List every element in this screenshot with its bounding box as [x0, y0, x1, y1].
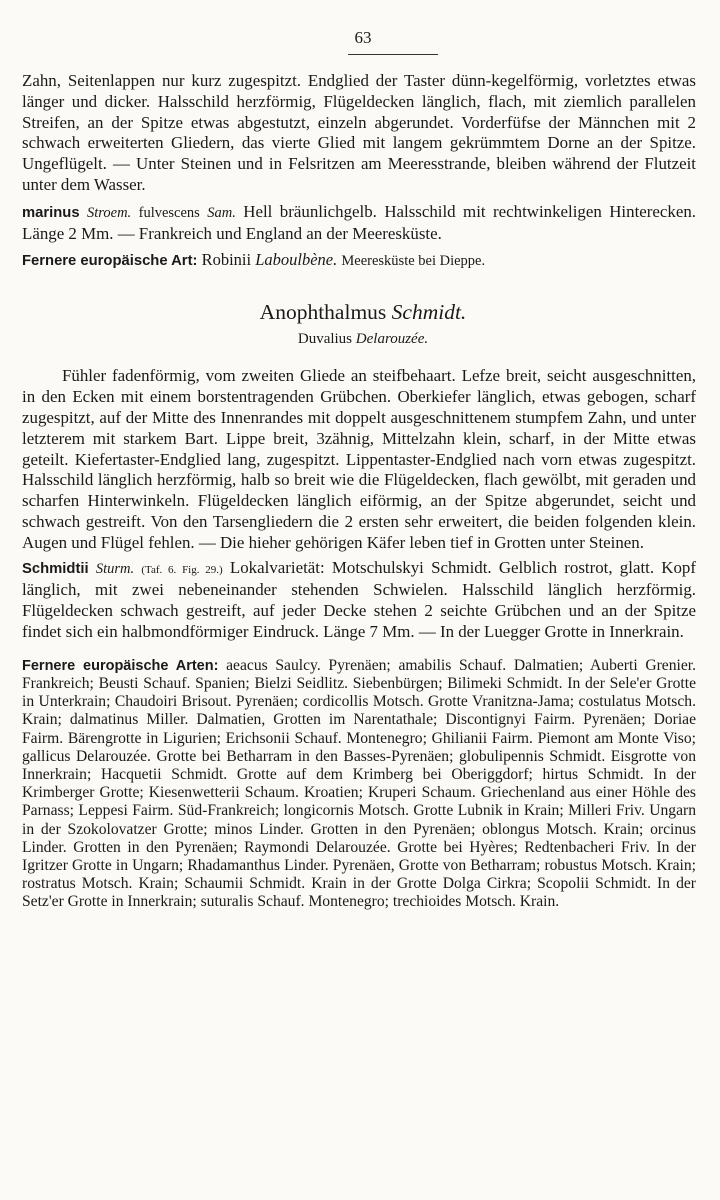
species-schmidtii — [22, 558, 696, 643]
species-name: Schmidtii — [22, 560, 89, 577]
genus-synonym — [30, 331, 696, 348]
plate-reference: (Taf. 6. Fig. 29.) — [141, 563, 223, 576]
fernere-arten-list: aeacus Saulcy. Pyrenäen; amabilis Schauf. Dalmatien; Auberti Grenier. Frankreich; Beusti Schauf. Spanien; Bielzi Seidlitz. Siebenbürgen; Bilimeki Schmidt. In der Sele'er Grotte in Unterkrain; Chaudoiri Brisout. Pyrenäen; cordicollis Motsch. Grotte Vranitzna-Jama; costulatus Motsch. Krain; dalmatinus Miller. Dalmatien, Grotten im Narentathale; Discontignyi Fairm. Pyrenäen; Doriae Fairm. Bärengrotte in Ligurien; Erichsonii Schauf. Montenegro; Ghilianii Fairm. Piemont am Monte Viso; gallicus Delarouzée. Grotte bei Betharram in den Basses-Pyrenäen; globulipennis Schmidt. Eisgrotte von Innerkrain; Hacquetii Schmidt. Grotte auf dem Krimberg bei Oberiggdorf; hirtus Schmidt. In der Krimberger Grotte; Kiesenwetterii Schaum. Kroatien; Kruperi Schaum. Griechenland aus einer Höhle des Parnass; Leppesi Fairm. Süd-Frankreich; longicornis Motsch. Grotte Lubnik in Krain; Milleri Friv. Ungarn in der Szokolovatzer Grotte; minos Linder. Grotten in den Pyrenäen; oblongus Motsch. Krain; orcinus Linder. Grotten in den Pyrenäen; Raymondi Delarouzée. Grotte bei Hyères; Redtenbacheri Friv. In der Igritzer Grotte in Ungarn; Rhadamanthus Linder. Pyrenäen, Grotte von Betharram; robustus Motsch. Krain; rostratus Motsch. Krain; Schaumii Schmidt. Krain in der Grotte Dolga Cirkra; Scopolii Schmidt. In der Setz'er Grotte in Innerkrain; suturalis Schauf. Montenegro; trechioides Motsch. Krain. — [22, 656, 697, 911]
genus-description: Fühler fadenförmig, vom zweiten Gliede an steifbehaart. Lefze breit, seicht ausgeschnitten, in den Ecken mit einem borstentragenden Grübchen. Oberkiefer länglich, etwas gebogen, scharf zugespitzt, auf der Mitte des Innenrandes mit doppelt ausgeschnittenem stumpfem Zahn, und unter letzterem mit starkem Bart. Lippe breit, 3zähnig, Mittelzahn klein, scharf, in der Mitte etwas geteilt. Kiefertaster-Endglied lang, zugespitzt. Lippentaster-Endglied nach vorn etwas zugespitzt. Halsschild länglich herzförmig, halb so breit wie die Flügeldecken, flach gewölbt, mit geraden und scharfen Hinterwinkeln. Flügeldecken länglich eiförmig, an der Spitze abgerundet, seicht und schwach gestreift. Von den Tarsengliedern die 2 ersten sehr erweitert, die beiden folgenden klein. Augen und Flügel fehlen. — Die hieher gehörigen Käfer leben tief in Grotten unter Steinen. — [22, 366, 696, 552]
fernere-art-name: Robinii — [201, 250, 252, 270]
species-text: Lokalvarietät: Motschulskyi Schmidt. Gelblich rostrot, glatt. Kopf länglich, mit zwei nebeneinander stehenden Schwielen. Halsschild länglich herzförmig. Flügeldecken schwach gestreift, auf jeder Decke stehen 2 seichte Grübchen und an der Spitze findet sich ein halbmondförmiger Eindruck. Länge 7 Mm. — In der Luegger Grotte in Innerkrain. — [22, 557, 697, 641]
species-author: Stroem. — [87, 204, 132, 221]
synonym-author: Sam. — [207, 204, 236, 221]
genus-synonym-author: Delarouzée. — [355, 331, 429, 348]
genus-synonym-name: Duvalius — [297, 331, 353, 348]
genus-heading — [30, 300, 696, 325]
fernere-art — [22, 250, 696, 270]
fernere-art-label: Fernere europäische Art: — [22, 253, 198, 270]
page-number: 63 — [354, 28, 372, 47]
genus-name: Anophthalmus — [259, 300, 387, 325]
species-marinus — [22, 202, 696, 245]
species-name: marinus — [22, 204, 80, 221]
intro-paragraph: Zahn, Seitenlappen nur kurz zugespitzt. Endglied der Taster dünn-kegelförmig, vorletztes etwas länger und dicker. Halsschild herzförmig, Flügeldecken länglich, flach, mit ziemlich parallelen Streifen, an der Spitze etwas abgestutzt, einzeln abgerundet. Vorderfüfse der Männchen mit 2 schwach erweiterten Gliedern, das vierte Glied mit langem gekrümmtem Dorne an der Spitze. Ungeflügelt. — Unter Steinen und in Felsritzen am Meeresstrande, bleiben während der Flutzeit unter dem Wasser. — [22, 71, 696, 194]
species-author: Sturm. — [95, 560, 135, 577]
species-text: Hell bräunlichgelb. Halsschild mit rechtwinkeligen Hinterecken. Länge 2 Mm. — Frankreich und England an der Meeresküste. — [22, 201, 696, 243]
page-number-rule — [348, 54, 438, 55]
genus-author: Schmidt. — [391, 300, 467, 325]
fernere-arten-label: Fernere europäische Arten: — [22, 657, 219, 674]
fernere-art-author: Laboulbène. — [255, 250, 338, 270]
fernere-art-text: Meeresküste bei Dieppe. — [341, 253, 486, 270]
fernere-arten — [22, 657, 696, 912]
synonym-name: fulvescens — [138, 204, 200, 221]
